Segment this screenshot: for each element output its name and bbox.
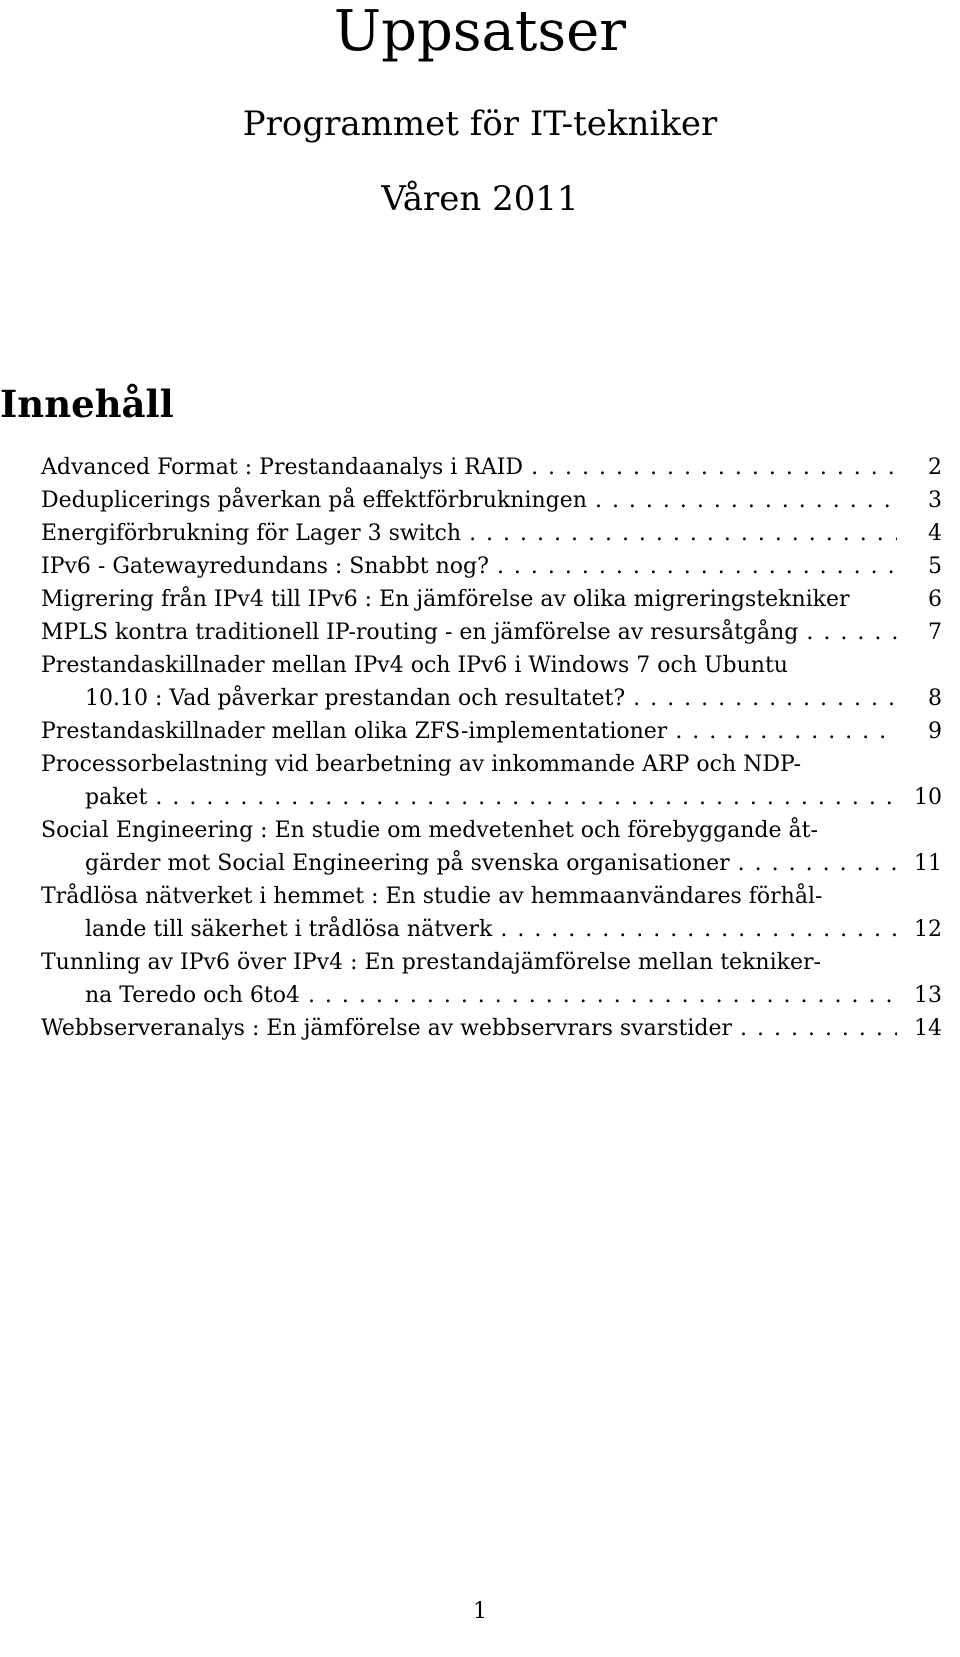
toc-entry-page-number: 7 [928, 620, 942, 645]
document-date: Våren 2011 [381, 179, 579, 219]
toc-entry[interactable] [41, 880, 942, 946]
toc-entry[interactable] [41, 517, 942, 550]
toc-entry-title-line: Energiförbrukning för Lager 3 switch [41, 521, 462, 546]
toc-dot-leader [300, 979, 897, 1012]
document-title: Uppsatser [333, 0, 627, 64]
toc-entry-page-number: 4 [928, 521, 942, 546]
toc-entry-title-line: Prestandaskillnader mellan olika ZFS-implementationer [41, 719, 668, 744]
toc-dot-leader [587, 484, 897, 517]
toc-dot-leader [798, 616, 897, 649]
toc-entry[interactable] [41, 814, 942, 880]
toc-entry-title-line: Processorbelastning vid bearbetning av inkommande ARP och NDP- [41, 752, 802, 777]
toc-entry-page-number: 11 [914, 851, 942, 876]
toc-entry[interactable] [41, 1012, 942, 1045]
toc-entry-page-number: 14 [914, 1016, 942, 1041]
toc-dot-leader [461, 517, 897, 550]
toc-entry-title-line: Webbserveranalys : En jämförelse av webbservrars svarstider [41, 1016, 733, 1041]
toc-entry-title-line: Advanced Format : Prestandaanalys i RAID [41, 455, 524, 480]
toc-entry[interactable] [41, 583, 942, 616]
toc-entry-title-line: IPv6 - Gatewayredundans : Snabbt nog? [41, 554, 489, 579]
toc-entry-title-line: Social Engineering : En studie om medvetenhet och förebyggande åt- [41, 818, 818, 843]
toc-entry-title-line: MPLS kontra traditionell IP-routing - en jämförelse av resursåtgång [41, 620, 799, 645]
page-number: 1 [473, 1599, 487, 1624]
toc-entry-page-number: 5 [928, 554, 942, 579]
toc-entry-title-line: 10.10 : Vad påverkar prestandan och resultatet? [85, 686, 626, 711]
toc-entry[interactable] [41, 649, 942, 715]
toc-entry[interactable] [41, 748, 942, 814]
toc-entry-page-number: 9 [928, 719, 942, 744]
toc-entry-page-number: 10 [914, 785, 942, 810]
toc-entry-page-number: 13 [914, 983, 942, 1008]
toc-entry[interactable] [41, 946, 942, 1012]
toc-entry-page-number: 6 [928, 587, 942, 612]
toc-entry[interactable] [41, 550, 942, 583]
toc-dot-leader [625, 682, 897, 715]
toc-entry-page-number: 8 [928, 686, 942, 711]
toc-entry[interactable] [41, 451, 942, 484]
document-subtitle: Programmet för IT-tekniker [242, 104, 718, 144]
toc-dot-leader [730, 847, 897, 880]
toc-entry-page-number: 3 [928, 488, 942, 513]
toc-entry-title-line: paket [85, 785, 148, 810]
toc-entry[interactable] [41, 616, 942, 649]
toc-entry-title-line: gärder mot Social Engineering på svenska organisationer [85, 851, 730, 876]
toc-entry-title-line: na Teredo och 6to4 [85, 983, 300, 1008]
toc-entry-title-line: lande till säkerhet i trådlösa nätverk [85, 917, 493, 942]
toc-entry-page-number: 2 [928, 455, 942, 480]
toc-dot-leader [732, 1012, 897, 1045]
toc-dot-leader [147, 781, 897, 814]
toc-dot-leader [492, 913, 897, 946]
toc-entry-title-line: Deduplicerings påverkan på effektförbrukningen [41, 488, 587, 513]
toc-entry-title-line: Tunnling av IPv6 över IPv4 : En prestandajämförelse mellan tekniker- [41, 950, 821, 975]
toc-heading: Innehåll [0, 382, 174, 426]
toc-entry[interactable] [41, 715, 942, 748]
table-of-contents [41, 451, 942, 1045]
toc-dot-leader [489, 550, 897, 583]
toc-entry-title-line: Prestandaskillnader mellan IPv4 och IPv6 i Windows 7 och Ubuntu [41, 653, 788, 678]
toc-entry-title-line: Migrering från IPv4 till IPv6 : En jämförelse av olika migreringstekniker [41, 587, 850, 612]
toc-dot-leader [667, 715, 897, 748]
toc-entry-page-number: 12 [914, 917, 942, 942]
toc-dot-leader [523, 451, 897, 484]
toc-entry-title-line: Trådlösa nätverket i hemmet : En studie av hemmaanvändares förhål- [41, 884, 823, 909]
toc-entry[interactable] [41, 484, 942, 517]
